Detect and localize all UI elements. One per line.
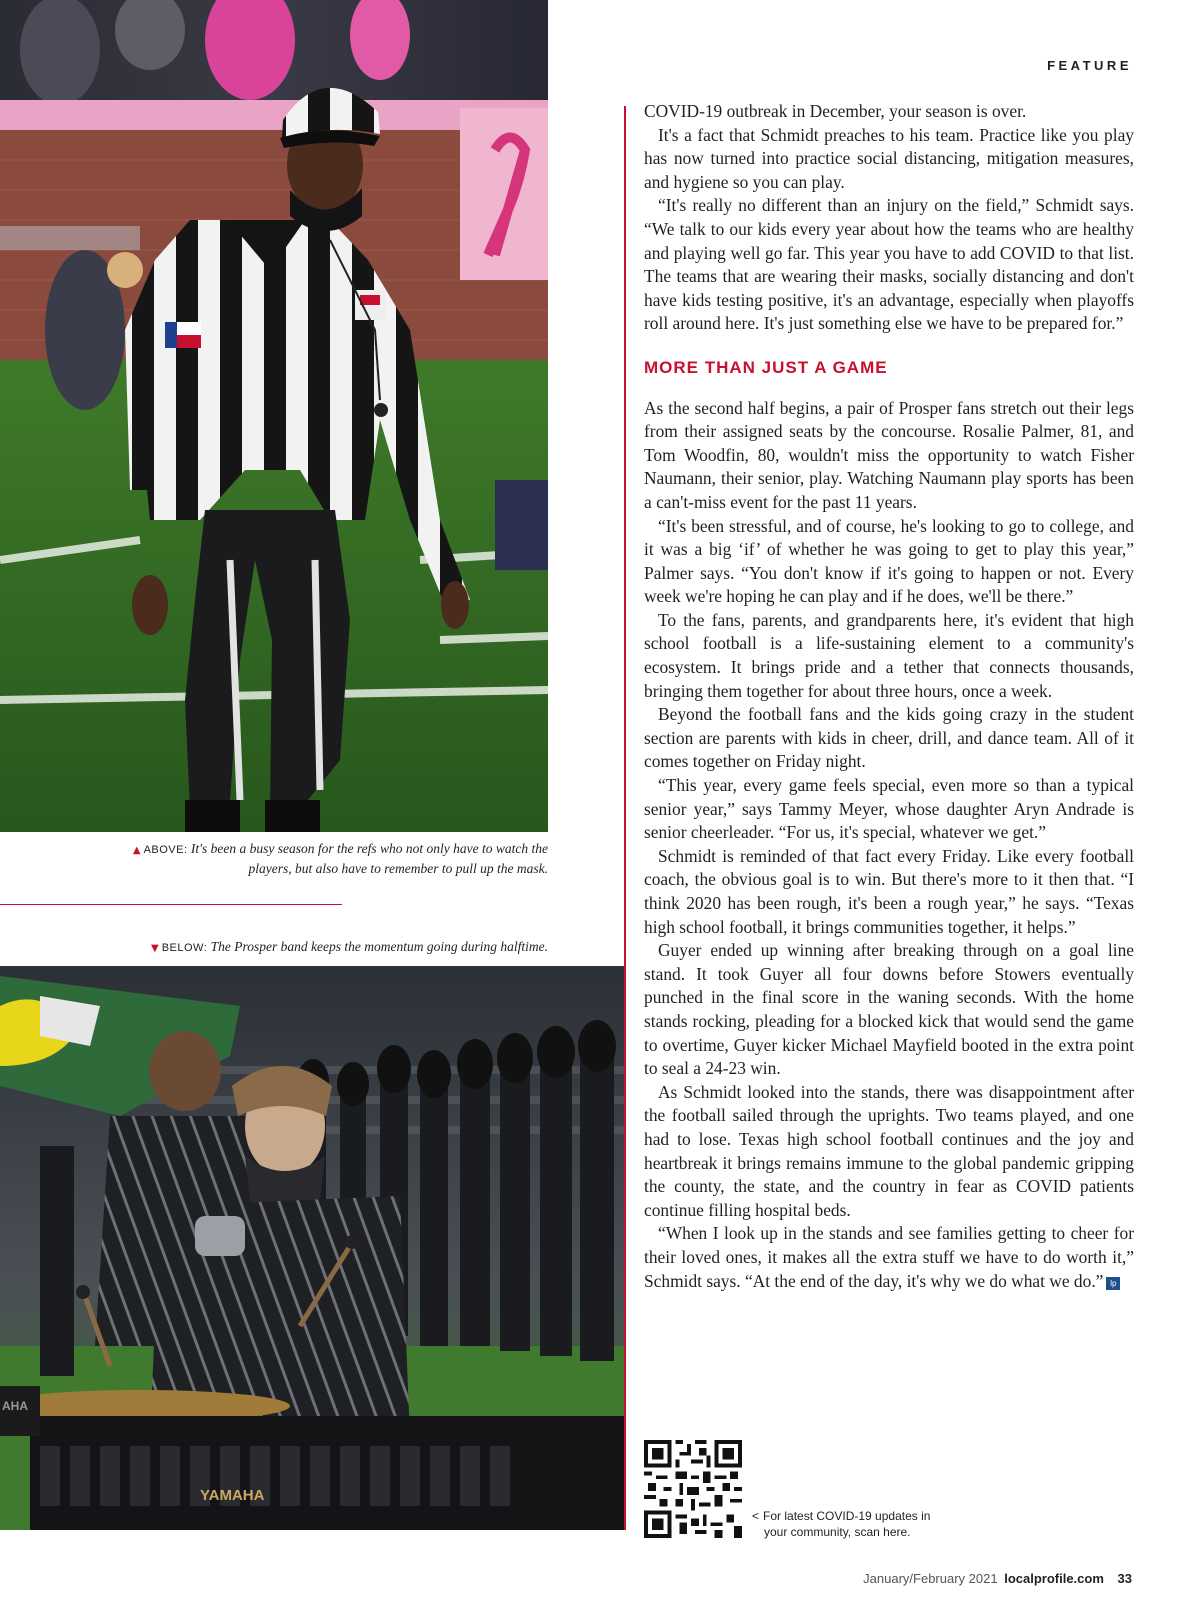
article-paragraph: Guyer ended up winning after breaking through on a goal line stand. It took Guyer all four downs before Stowers eventually punched in the final score in the waning seconds. With the home stands rocking, pleading for a blocked kick that would send the game to overtime, Guyer kicker Michael Mayfield booted in the extra point to seal a 24-23 win. — [644, 940, 1134, 1079]
article-paragraph — [644, 1222, 1134, 1293]
yamaha-logo-text: YAMAHA — [200, 1487, 265, 1504]
qr-note-line-2: your community, scan here. — [764, 1525, 911, 1539]
article-paragraph: Schmidt is reminded of that fact every Friday. Like every football coach, the obvious goal is to win. But there's more to it then that. “I think 2020 has been rough, it's been a rough year,” he says. “Texas high school football, it brings communities together, it helps.” — [644, 845, 1134, 937]
caption-text: The Prosper band keeps the momentum going during halftime. — [210, 939, 548, 954]
article-paragraph: As the second half begins, a pair of Prosper fans stretch out their legs from their assigned seats by the concourse. Rosalie Palmer, 81, and Tom Woodfin, 80, wouldn't miss the opportunity to watch Fisher Naumann, their senior, play. Watching Naumann play sports has been a can't-miss event for the past 11 years. — [644, 397, 1134, 512]
referee-photo — [0, 0, 548, 832]
column-divider — [624, 106, 626, 1530]
article-final-text: “When I look up in the stands and see families getting to cheer for their loved ones, it makes all the extra stuff we have to do worth it,” Schmidt says. “At the end of the day, it's why we do what we do.” — [644, 1223, 1134, 1291]
drum-logo-text: AHA — [2, 1399, 28, 1413]
section-label: FEATURE — [1047, 58, 1132, 73]
article-paragraph: “It's really no different than an injury on the field,” Schmidt says. “We talk to our kids every year about how the teams who are healthy and playing well go far. This year you have to add COVID to that list. The teams that are wearing their masks, socially distancing and don't have kids testing positive, it's an advantage, especially when playoffs roll around here. It's just something else we have to be prepared for.” — [644, 195, 1134, 334]
photo-caption-above — [120, 840, 548, 878]
article-paragraph: It's a fact that Schmidt preaches to his team. Practice like you play has now turned into practice social distancing, mitigation measures, and hygiene so you can play. — [644, 124, 1134, 192]
caption-label: BELOW: — [161, 942, 208, 954]
qr-code-note — [752, 1508, 930, 1540]
article-paragraph: To the fans, parents, and grandparents here, it's evident that high school football is a life-sustaining element to a community's ecosystem. It brings pride and a tether that connects thousands, bringing them together for about three hours, once a week. — [644, 609, 1134, 701]
site-link[interactable]: localprofile.com — [1004, 1571, 1104, 1586]
qr-note-line-1: For latest COVID-19 updates in — [763, 1509, 931, 1523]
caret-down-icon: ▼ — [150, 943, 159, 954]
caret-up-icon: ▲ — [132, 845, 141, 856]
article-paragraph: Beyond the football fans and the kids going crazy in the student section are parents with kids in cheer, drill, and dance team. All of it comes together on Friday night. — [644, 704, 1134, 772]
issue-date: January/February 2021 — [863, 1571, 998, 1586]
qr-code-icon[interactable] — [644, 1440, 742, 1538]
article-paragraph: As Schmidt looked into the stands, there was disappointment after the football sailed through the uprights. Two teams played, and one had to lose. Texas high school football continues and the joy and heartbreak it brings remains immune to the global pandemic gripping the county, the state, and the country in fear as COVID patients continue filling hospital beds. — [644, 1081, 1134, 1220]
caption-divider — [0, 904, 342, 905]
caption-label: ABOVE: — [143, 844, 188, 856]
article-body — [644, 100, 1134, 1293]
article-paragraph: “It's been stressful, and of course, he's looking to go to college, and it was a big ‘if’ of whether he was going to get to play this year,” Palmer says. “You don't know if it's going to happen or not. Every week we're hoping he can play and if he does, we'll be there.” — [644, 515, 1134, 607]
marching-band-photo — [0, 966, 624, 1530]
page-number: 33 — [1117, 1571, 1132, 1586]
page-footer — [863, 1571, 1132, 1586]
caption-text: It's been a busy season for the refs who not only have to watch the players, but also have to remember to pull up the mask. — [190, 841, 548, 876]
section-heading: MORE THAN JUST A GAME — [644, 357, 888, 377]
end-mark-icon: lp — [1106, 1277, 1120, 1290]
article-paragraph: “This year, every game feels special, even more so than a typical senior year,” says Tammy Meyer, whose daughter Aryn Andrade is senior cheerleader. “For us, it's special, whatever we get.” — [644, 775, 1134, 843]
article-paragraph: COVID-19 outbreak in December, your season is over. — [644, 101, 1027, 121]
chevron-left-icon: < — [752, 1509, 760, 1523]
photo-caption-below — [60, 938, 548, 958]
